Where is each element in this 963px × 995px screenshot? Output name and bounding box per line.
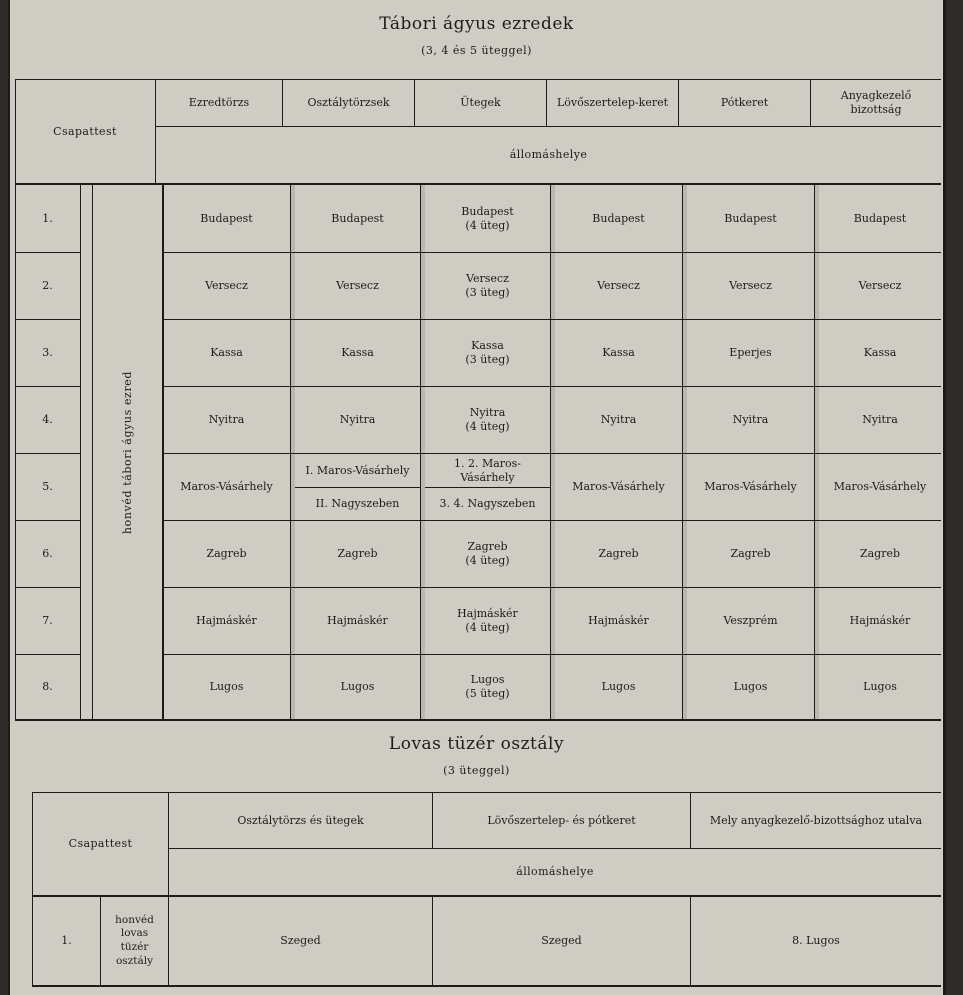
section2-cell-col1: Szeged [280,934,321,948]
cell-anyagkezelo: Hajmáskér [849,614,911,628]
cell-anyagkezelo: Zagreb [859,547,901,561]
header-utegek: Ütegek [460,96,501,110]
cell-osztalytorzsek: Kassa [341,346,374,360]
row-number: 5. [42,480,53,494]
cell-ezredtorzs: Zagreb [206,547,247,561]
cell-lovoszer: Nyitra [600,413,637,427]
cell-utegek: Nyitra (4 üteg) [465,406,510,433]
row-number: 6. [42,547,53,561]
cell-potkeret: Budapest [724,211,777,225]
cell-lovoszer: Hajmáskér [588,614,649,628]
cell-lovoszer: Kassa [602,346,635,360]
cell-utegek: Hajmáskér (4 üteg) [457,607,518,634]
row-number: 8. [42,680,53,694]
cell-utegek: 3. 4. Nagyszeben [439,497,536,511]
row-number: 2. [42,279,53,293]
section1-bottom-rule [15,719,941,721]
header-ezredtorzs: Ezredtörzs [188,96,250,110]
cell-utegek: 1. 2. Maros- Vásárhely [453,456,522,484]
cell-lovoszer: Versecz [597,279,640,293]
cell-anyagkezelo: Kassa [863,346,897,360]
cell-osztalytorzsek: Hajmáskér [327,614,388,628]
section2-subtitle: (3 üteggel) [443,764,510,777]
cell-ezredtorzs: Budapest [200,211,253,225]
cell-potkeret: Versecz [729,279,772,293]
cell-lovoszer: Budapest [592,211,645,225]
header-lovoszertelep: Lövőszertelep-keret [556,96,669,110]
cell-ezredtorzs: Nyitra [208,413,245,427]
unit-type-label: honvéd tábori ágyus ezred [121,370,134,534]
cell-osztalytorzsek: II. Nagyszeben [315,497,400,511]
cell-lovoszer: Maros-Vásárhely [572,480,665,494]
cell-osztalytorzsek: Lugos [340,680,375,694]
cell-lovoszer: Lugos [601,680,636,694]
cell-potkeret: Veszprém [723,614,778,628]
cell-osztalytorzsek: Versecz [336,279,379,293]
cell-lovoszer: Zagreb [598,547,639,561]
header-allomashelye: állomáshelye [509,148,588,162]
row-number: 1. [42,211,53,225]
header-csapattest: Csapattest [53,124,117,138]
cell-potkeret: Maros-Vásárhely [704,480,797,494]
cell-osztalytorzsek: I. Maros-Vásárhely [305,463,410,477]
cell-potkeret: Lugos [733,680,768,694]
section2-row-number: 1. [61,934,72,948]
cell-potkeret: Eperjes [729,346,772,360]
cell-ezredtorzs: Kassa [210,346,243,360]
document-page [8,0,946,995]
num-column-divider [80,185,81,719]
row-number: 4. [42,413,53,427]
header-osztalytorzsek: Osztálytörzsek [307,96,390,110]
cell-anyagkezelo: Maros-Vásárhely [833,480,927,494]
section2-cell-col3: 8. Lugos [792,934,840,948]
section2-title: Lovas tüzér osztály [388,734,565,754]
cell-utegek: Lugos (5 üteg) [465,673,510,700]
section1-subtitle: (3, 4 és 5 üteggel) [421,44,532,57]
section2-header-col1: Osztálytörzs és ütegek [237,813,364,827]
row-number: 3. [42,346,53,360]
cell-osztalytorzsek: Zagreb [337,547,378,561]
row-number: 7. [42,614,53,628]
cell-utegek: Versecz (3 üteg) [465,272,510,299]
header-anyagkezelo: Anyagkezelő bizottság [840,89,912,116]
cell-potkeret: Nyitra [732,413,769,427]
cell-utegek: Kassa (3 üteg) [465,339,510,366]
cell-potkeret: Zagreb [730,547,771,561]
cell-ezredtorzs: Hajmáskér [196,614,257,628]
section2-unit-label: honvéd lovas tüzér osztály [115,913,154,967]
cell-anyagkezelo: Versecz [858,279,902,293]
cell-ezredtorzs: Versecz [205,279,248,293]
section2-header-col2: Lövőszertelep- és pótkeret [487,813,636,827]
section2-cell-col2: Szeged [541,934,582,948]
cell-ezredtorzs: Maros-Vásárhely [180,480,273,494]
cell-utegek: Zagreb (4 üteg) [465,540,510,567]
cell-anyagkezelo: Lugos [863,680,897,694]
cell-anyagkezelo: Budapest [853,211,907,225]
section2-header-col3: Mely anyagkezelő-bizottsághoz utalva [709,813,923,827]
cell-ezredtorzs: Lugos [209,680,244,694]
section2-header-csapattest: Csapattest [68,837,133,851]
cell-utegek: Budapest (4 üteg) [461,204,514,232]
section1-title: Tábori ágyus ezredek [379,14,574,34]
section2-header-allomashelye: állomáshelye [516,865,594,879]
cell-osztalytorzsek: Nyitra [339,413,376,427]
header-potkeret: Pótkeret [720,96,769,110]
cell-osztalytorzsek: Budapest [331,211,384,225]
cell-anyagkezelo: Nyitra [862,413,898,427]
